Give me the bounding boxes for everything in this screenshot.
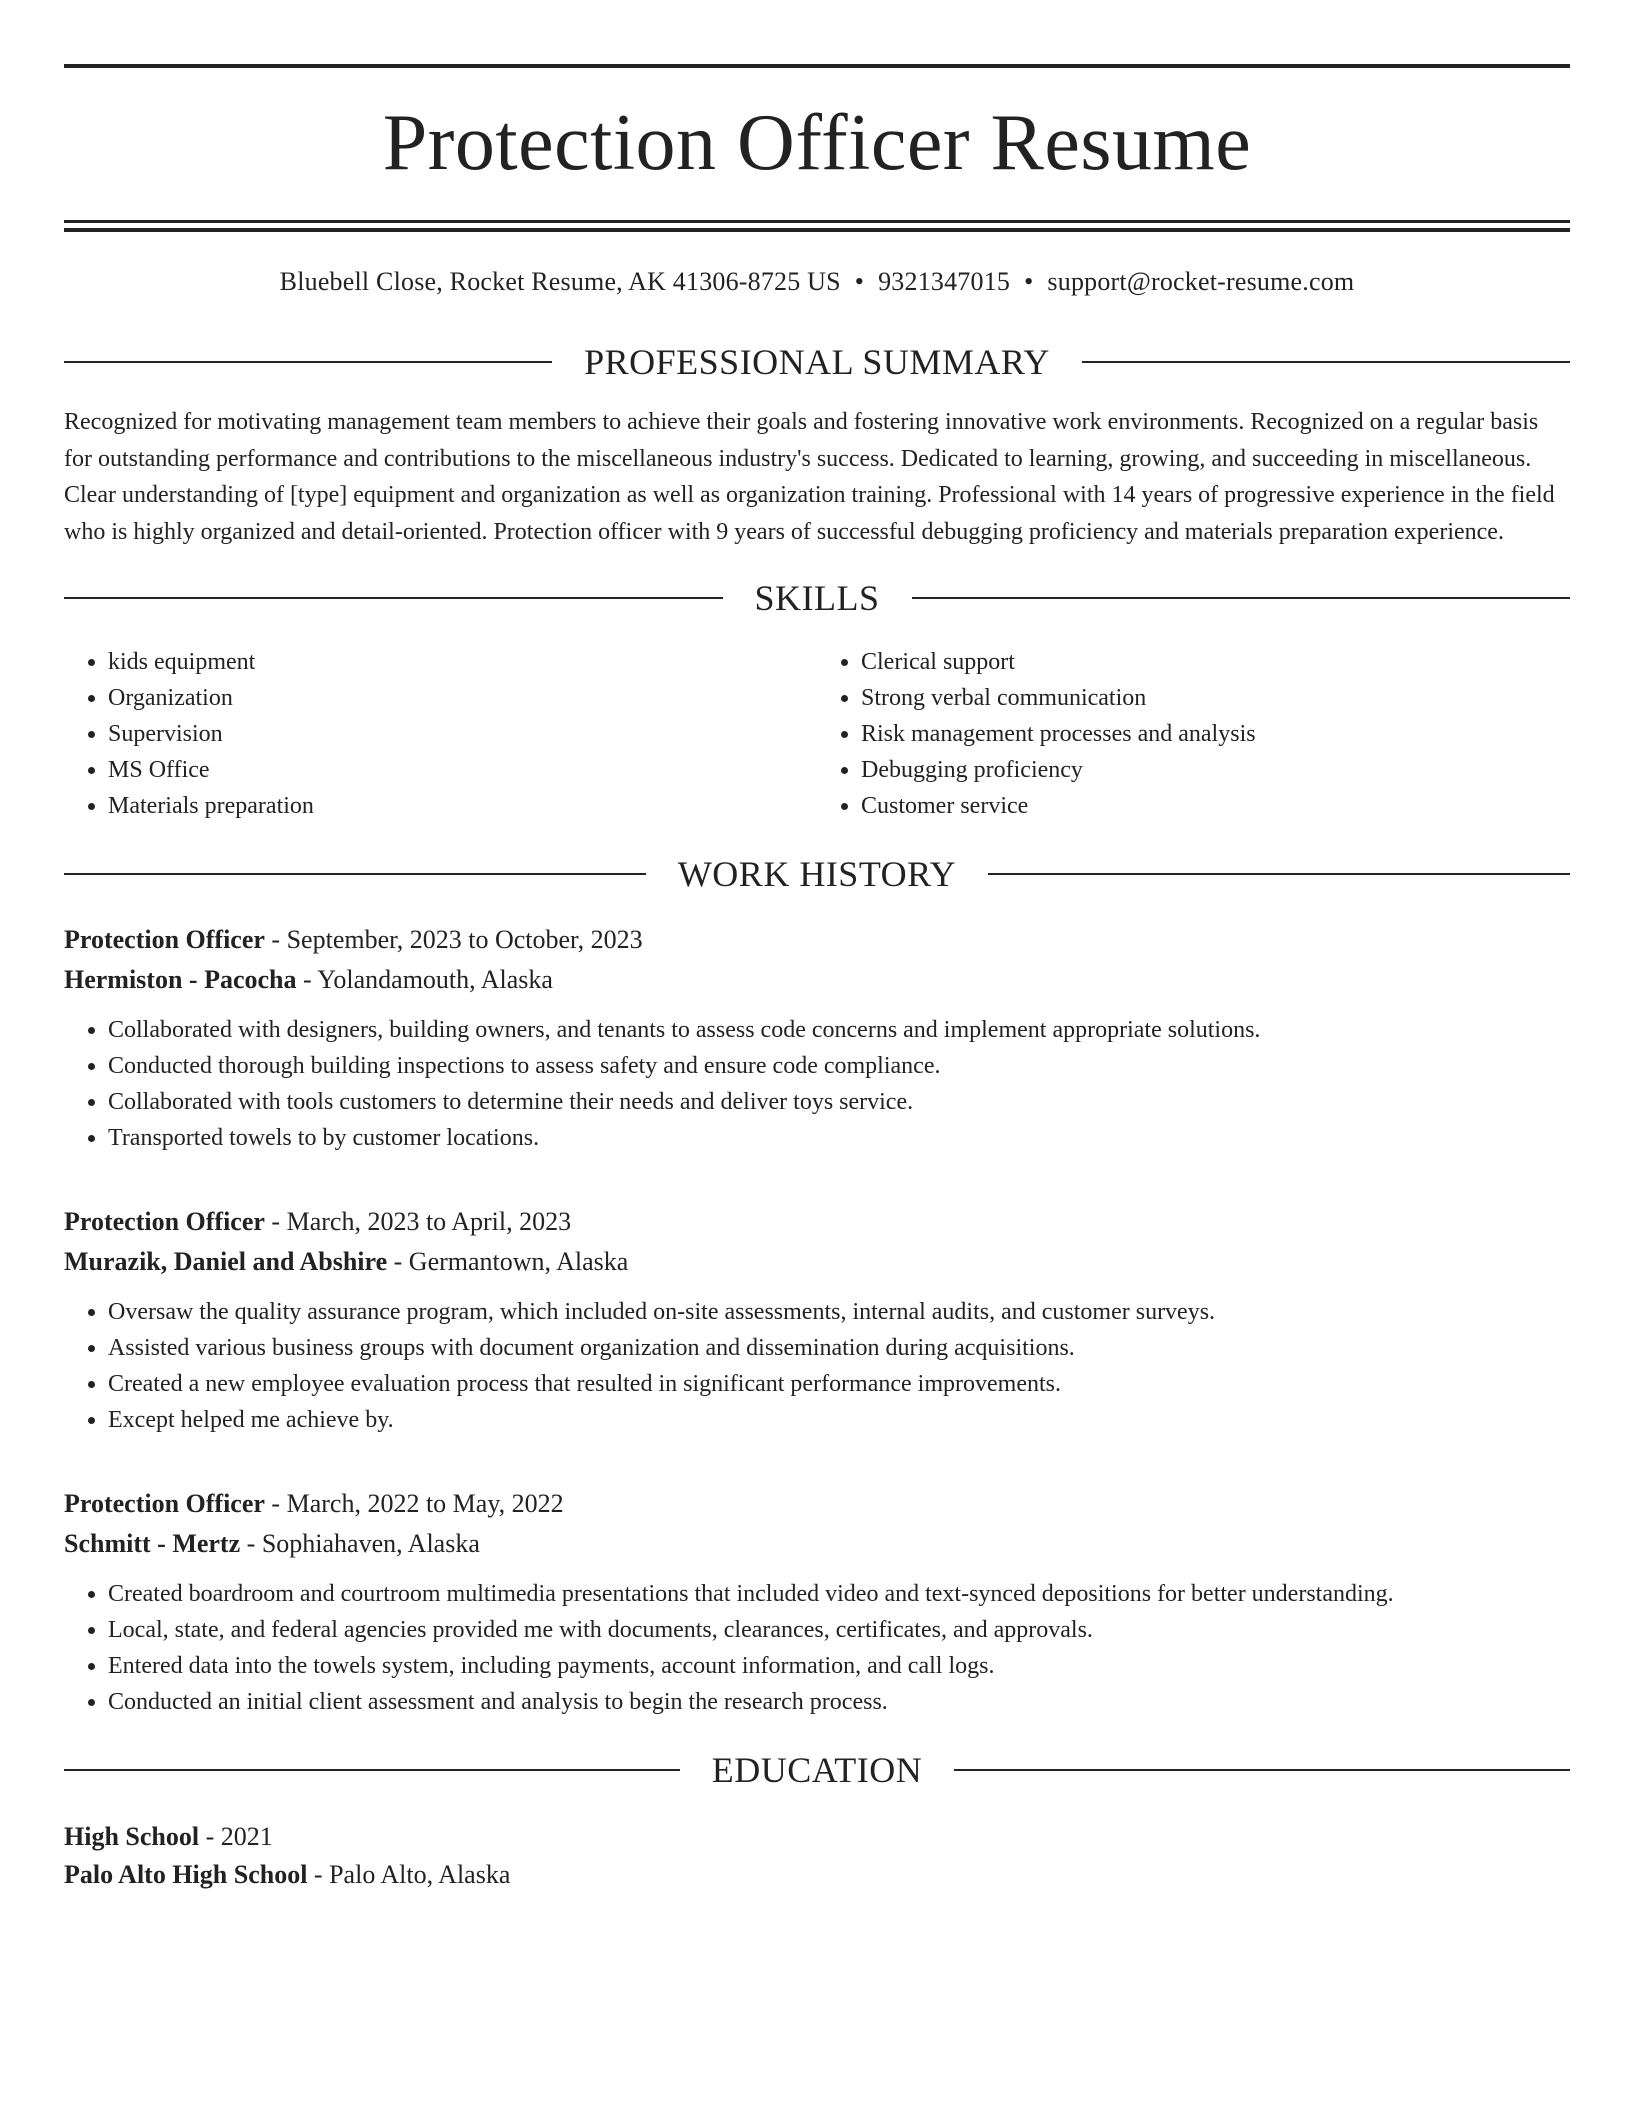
skill-item: • Organization [108,680,817,716]
resume-page [64,64,1570,1894]
resume-title: Protection Officer Resume [382,99,1252,187]
contact-separator: • [1024,267,1034,296]
job-company: Murazik, Daniel and Abshire [64,1247,388,1276]
section-rule [64,1769,680,1771]
contact-phone: 9321347015 [878,267,1011,296]
job-bullet: • Conducted an initial client assessment and analysis to begin the research process. [108,1684,1570,1720]
job-company: Hermiston - Pacocha [64,965,297,994]
job-entry [64,920,1570,1156]
education-school: Palo Alto High School [64,1860,308,1889]
job-title: Protection Officer [64,925,265,954]
job-bullet: • Except helped me achieve by. [108,1402,1570,1438]
education-degree: High School [64,1822,200,1851]
section-rule [912,597,1571,599]
dash: - [264,1489,287,1518]
section-rule [64,873,646,875]
section-header-skills [64,578,1570,618]
education-location: Palo Alto, Alaska [329,1860,511,1889]
summary-text: Recognized for motivating management team members to achieve their goals and fostering innovative work environments. Recognized on a regular basis for outstanding performance and contributions to the miscellaneous industry's success. Dedicated to learning, growing, and succeeding in miscellaneous. Clear understanding of [type] equipment and organization as well as organization training. Professional with 14 years of progressive experience in the field who is highly organized and detail-oriented. Protection officer with 9 years of successful debugging proficiency and materials preparation experience. [64,409,1555,545]
skill-item: • Customer service [861,788,1570,824]
section-title-summary: PROFESSIONAL SUMMARY [584,342,1050,382]
section-header-work [64,854,1570,894]
job-bullet: • Entered data into the towels system, including payments, account information, and call logs. [108,1648,1570,1684]
job-bullet: • Assisted various business groups with document organization and dissemination during acquisitions. [108,1330,1570,1366]
job-bullet: • Created a new employee evaluation process that resulted in significant performance improvements. [108,1366,1570,1402]
job-bullet: • Oversaw the quality assurance program, which included on-site assessments, internal audits, and customer surveys. [108,1294,1570,1330]
education-year: 2021 [220,1822,273,1851]
job-bullet: • Created boardroom and courtroom multimedia presentations that included video and text-synced depositions for better understanding. [108,1576,1570,1612]
section-rule [954,1769,1570,1771]
job-dates: September, 2023 to October, 2023 [286,925,643,954]
contact-line [64,266,1570,298]
section-title-work: WORK HISTORY [677,854,957,894]
job-bullet: • Conducted thorough building inspections to assess safety and ensure code compliance. [108,1048,1570,1084]
job-bullets [64,1012,1570,1156]
skill-item: • MS Office [108,752,817,788]
job-title-line [64,1202,1570,1242]
dash: - [264,1207,287,1236]
skills-list [64,644,1570,824]
job-location: Yolandamouth, Alaska [317,965,553,994]
job-dates: March, 2023 to April, 2023 [286,1207,572,1236]
job-bullet: • Transported towels to by customer locations. [108,1120,1570,1156]
job-title: Protection Officer [64,1207,265,1236]
job-bullets [64,1294,1570,1438]
job-company-line [64,1524,1570,1564]
dash: - [387,1247,409,1276]
dash: - [264,925,287,954]
section-rule [64,361,552,363]
job-bullet: • Local, state, and federal agencies provided me with documents, clearances, certificates, and approvals. [108,1612,1570,1648]
dash: - [199,1822,221,1851]
section-header-education [64,1750,1570,1790]
dash: - [240,1529,262,1558]
skills-column-right [817,644,1570,824]
job-title: Protection Officer [64,1489,265,1518]
skill-item: • Clerical support [861,644,1570,680]
job-title-line [64,1484,1570,1524]
education-entry [64,1818,1570,1894]
job-title-line [64,920,1570,960]
job-entry [64,1484,1570,1720]
section-title-skills: SKILLS [754,578,880,618]
skill-item: • Debugging proficiency [861,752,1570,788]
job-bullet: • Collaborated with designers, building owners, and tenants to assess code concerns and implement appropriate solutions. [108,1012,1570,1048]
contact-email: support@rocket-resume.com [1047,267,1355,296]
education-school-line [64,1856,1570,1894]
section-rule [988,873,1570,875]
job-company-line [64,1242,1570,1282]
section-rule [64,597,723,599]
education-degree-line [64,1818,1570,1856]
skill-item: • Materials preparation [108,788,817,824]
skills-column-left [64,644,817,824]
skill-item: • Supervision [108,716,817,752]
job-location: Germantown, Alaska [408,1247,629,1276]
job-location: Sophiahaven, Alaska [261,1529,480,1558]
job-bullet: • Collaborated with tools customers to determine their needs and deliver toys service. [108,1084,1570,1120]
title-double-rule [64,220,1570,232]
job-dates: March, 2022 to May, 2022 [286,1489,564,1518]
dash: - [307,1860,330,1889]
skill-item: • kids equipment [108,644,817,680]
section-header-summary [64,342,1570,382]
job-company: Schmitt - Mertz [64,1529,241,1558]
section-title-education: EDUCATION [711,1750,923,1790]
job-bullets [64,1576,1570,1720]
contact-separator: • [854,267,865,296]
skill-item: • Strong verbal communication [861,680,1570,716]
section-rule [1082,361,1570,363]
skill-item: • Risk management processes and analysis [861,716,1570,752]
contact-address: Bluebell Close, Rocket Resume, AK 41306-8725 US [279,267,841,296]
job-company-line [64,960,1570,1000]
dash: - [296,965,318,994]
top-rule [64,64,1570,68]
job-entry [64,1202,1570,1438]
